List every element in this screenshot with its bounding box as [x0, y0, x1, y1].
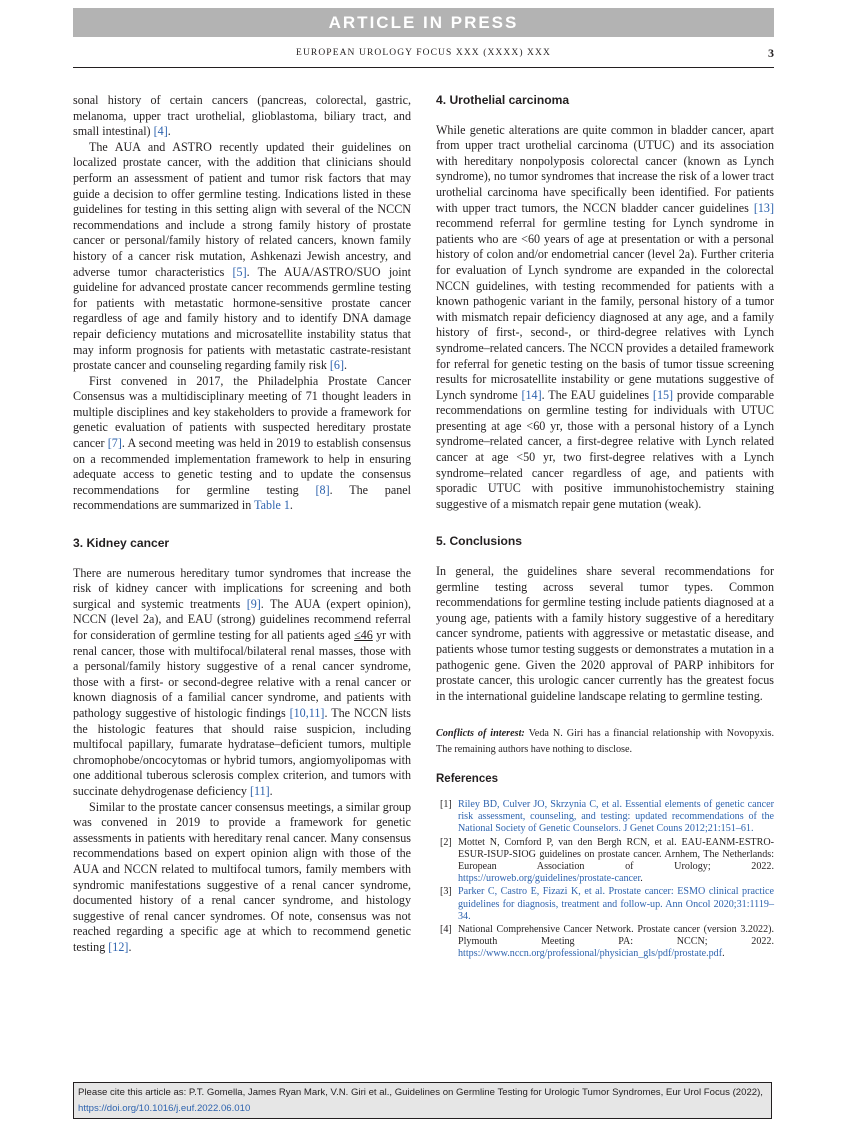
citation-link[interactable]: [11] [249, 783, 270, 798]
conflicts-label: Conflicts of interest: [436, 728, 525, 740]
section-heading-urothelial: 4. Urothelial carcinoma [436, 93, 570, 107]
paragraph-renal-consensus: Similar to the prostate cancer consensus meetings, a similar group was convened in 2019 to provide a framework for genetic assessments in patients with hereditary renal cancer. Many consensus recommendations based on expert opinion align with those of the AUA and NCCN related to multifocal tumors, family members with syndromic manifestations suggestive of a renal cancer syndrome, documented history of a renal cancer syndrome, and histology suggestive of renal cancer syndromes. Of note, consensus was not reached regarding a specific age at which to recommend genetic testing [12]. [73, 799, 411, 954]
paragraph-urothelial: While genetic alterations are quite common in bladder cancer, apart from upper tract urothelial carcinoma (UTUC) and its association with hereditary nonpolyposis colorectal cancer (known as Lynch syndrome), no tumor syndromes that increase the risk of a lower tract urothelial carcinoma have specifically been identified. For patients with upper tract tumors, the NCCN bladder cancer guidelines [13] recommend referral for germline testing for Lynch syndrome in patients who are <60 years of age at presentation or with a personal history of colon and/or endometrial cancer (level 2a). Further criteria for evaluation of Lynch syndrome are expanded in the colorectal NCCN guidelines, with testing recommended for patients with a known pathogenic variant in the family, personal history of a tumor with mismatch repair deficiency diagnosed at any age, and a family history of first-, second-, or third-degree relatives with Lynch syndrome–related cancers. The NCCN provides a detailed framework for referral for genetic testing on the basis of tumor tissue screening results for microsatellite instability or gene mutations suggestive of Lynch syndrome [14]. The EAU guidelines [15] provide comparable recommendations on germline testing for individuals with UTUC presenting at age <60 yr, those with a personal history of a Lynch syndrome–related cancer, a first-degree relative with Lynch related cancer at age <50 yr, two first-degree relatives with a Lynch syndrome–related cancer regardless of age, and patients with sporadic UTUC with positive immunohistochemistry staining suggestive of a mismatch repair gene mutation (weak). [436, 122, 774, 511]
citation-link[interactable]: [8] [315, 482, 330, 497]
citation-link[interactable]: [7] [107, 436, 122, 451]
citation-link[interactable]: [10,11] [289, 705, 325, 720]
citation-link[interactable]: [12] [108, 939, 129, 954]
left-column [73, 93, 411, 955]
references-list [436, 799, 774, 961]
paragraph-continued: sonal history of certain cancers (pancreas, colorectal, gastric, melanoma, upper tract urothelial, glioblastoma, biliary tract, and small intestinal) [4]. [73, 93, 411, 139]
references-heading: References [436, 773, 499, 786]
citation-link[interactable]: [9] [246, 596, 261, 611]
paragraph-philadelphia: First convened in 2017, the Philadelphia Prostate Cancer Consensus was a multidisciplinary meeting of 71 thought leaders in multiple disciplines and key stakeholders to provide a framework for genetic evaluation of patients with suspected hereditary prostate cancer [7]. A second meeting was held in 2019 to establish consensus on a recommended implementation framework to help in ensuring adequate access to genetic testing and to update the consensus recommendations for germline testing [8]. The panel recommendations are summarized in Table 1. [73, 373, 411, 513]
page-number: 3 [768, 46, 774, 60]
citation-link[interactable]: [6] [329, 358, 345, 373]
reference-link[interactable]: Parker C, Castro E, Fizazi K, et al. Prostate cancer: ESMO clinical practice guidelines for diagnosis, treatment and follow-up. Ann Oncol 2020;31:1119–34. [458, 886, 774, 922]
paragraph-aua-astro: The AUA and ASTRO recently updated their guidelines on localized prostate cancer, with the addition that clinicians should perform an assessment of patient and tumor risk factors that may guide a decision to offer germline testing. Indications listed in these guidelines for testing in this setting align with several of the NCCN recommendations and include a strong family history of prostate cancer or personal/family history of related cancers, known family history of a cancer risk mutation, Ashkenazi Jewish ancestry, and adverse tumor characteristics [5]. The AUA/ASTRO/SUO joint guideline for advanced prostate cancer recommends germline testing for patients with metastatic hormone-sensitive prostate cancer regardless of age and family history and to identify DNA damage repair deficiency mutations and microsatellite instability status that may inform prognosis for patients with metastatic castrate-resistant prostate cancer and counseling regarding family risk [6]. [73, 139, 411, 373]
citation-link[interactable]: [4] [153, 124, 168, 139]
right-column [436, 93, 774, 962]
journal-name: EUROPEAN UROLOGY FOCUS XXX (XXXX) XXX [296, 48, 551, 58]
reference-link[interactable]: https://uroweb.org/guidelines/prostate-cancer [458, 873, 641, 885]
citation-link[interactable]: [15] [652, 387, 674, 402]
citation-box: Please cite this article as: P.T. Gomella, James Ryan Mark, V.N. Giri et al., Guidelines on Germline Testing for Urologic Tumor Syndromes, Eur Urol Focus (2022), https://doi.org/10.1016/j.euf.2022.06.010 [73, 1082, 772, 1119]
section-heading-conclusions: 5. Conclusions [436, 534, 523, 549]
citation-link[interactable]: [13] [753, 200, 774, 215]
paragraph-kidney: There are numerous hereditary tumor syndromes that increase the risk of kidney cancer with implications for screening and both surgical and systemic treatments [9]. The AUA (expert opinion), NCCN (level 2a), and EAU (strong) guidelines recommend referral for consideration of germline testing for all patients aged ≤46 yr with renal cancer, those with multifocal/bilateral renal masses, those with a personal/family history suggestive of a renal cancer syndrome, those with a first- or second-degree relative with a renal cancer or known diagnosis of a familial cancer syndrome, and patients with pathology suggestive of histologic findings [10,11]. The NCCN lists the histologic features that should raise suspicion, including multifocal papillary, fumarate hydratase–deficient tumors, multiple chromophobe/oncocytomas or hybrid tumors, angiomyolipomas with one additional tuberous sclerosis complex criterion, and tumors with succinate dehydrogenase deficiency [11]. [73, 565, 412, 798]
header-rule [73, 67, 774, 68]
table-link[interactable]: Table 1 [254, 498, 290, 513]
reference-link[interactable]: https://www.nccn.org/professional/physician_gls/pdf/prostate.pdf [458, 948, 723, 960]
running-head [73, 46, 774, 60]
citation-link[interactable]: [14] [521, 387, 542, 402]
section-heading-kidney: 3. Kidney cancer [73, 536, 170, 551]
reference-link[interactable]: Riley BD, Culver JO, Skrzynia C, et al. Essential elements of genetic cancer risk assessment, counseling, and testing: updated recommendations of the National Society of Genetic Counselors. J Genet Couns 2012;21:151–61. [458, 798, 774, 835]
paragraph-conclusions: In general, the guidelines share several recommendations for germline testing across several tumor types. Common recommendations for germline testing include patients diagnosed at a young age, patients with a family history suggestive of a hereditary cancer syndrome, patients with aggressive or metastatic disease, and patients whose tumor testing suggests or demonstrates a mutation in a pathogenic gene. Given the 2020 approval of PARP inhibitors for prostate cancer, this urologic cancer currently has the greatest focus in the international guideline landscape relating to germline testing. [436, 564, 774, 703]
reference-item: [3] Parker C, Castro E, Fizazi K, et al. Prostate cancer: ESMO clinical practice guidelines for diagnosis, treatment and follow-up. Ann Oncol 2020;31:1119–34. [440, 886, 774, 922]
conflicts-of-interest: Conflicts of interest: Veda N. Giri has a financial relationship with Novopyxis. The remaining authors have nothing to disclose. [436, 728, 775, 756]
citation-link[interactable]: [5] [232, 264, 247, 279]
article-in-press-banner: ARTICLE IN PRESS [73, 8, 774, 37]
reference-item: [4] National Comprehensive Cancer Network. Prostate cancer (version 3.2022). Plymouth Meeting PA: NCCN; 2022. https://www.nccn.org/professional/physician_gls/pdf/prostate.pdf. [440, 924, 774, 960]
reference-item: [2] Mottet N, Cornford P, van den Bergh RCN, et al. EAU-EANM-ESTRO-ESUR-ISUP-SIOG guidelines on prostate cancer. Arnhem, The Netherlands: European Association of Urology; 2022. https://uroweb.org/guidelines/prostate-cancer. [440, 836, 774, 885]
doi-link[interactable]: https://doi.org/10.1016/j.euf.2022.06.010 [78, 1102, 251, 1114]
reference-item: [1] Riley BD, Culver JO, Skrzynia C, et al. Essential elements of genetic cancer risk assessment, counseling, and testing: updated recommendations of the National Society of Genetic Counselors. J Genet Couns 2012;21:151–61. [440, 798, 774, 835]
